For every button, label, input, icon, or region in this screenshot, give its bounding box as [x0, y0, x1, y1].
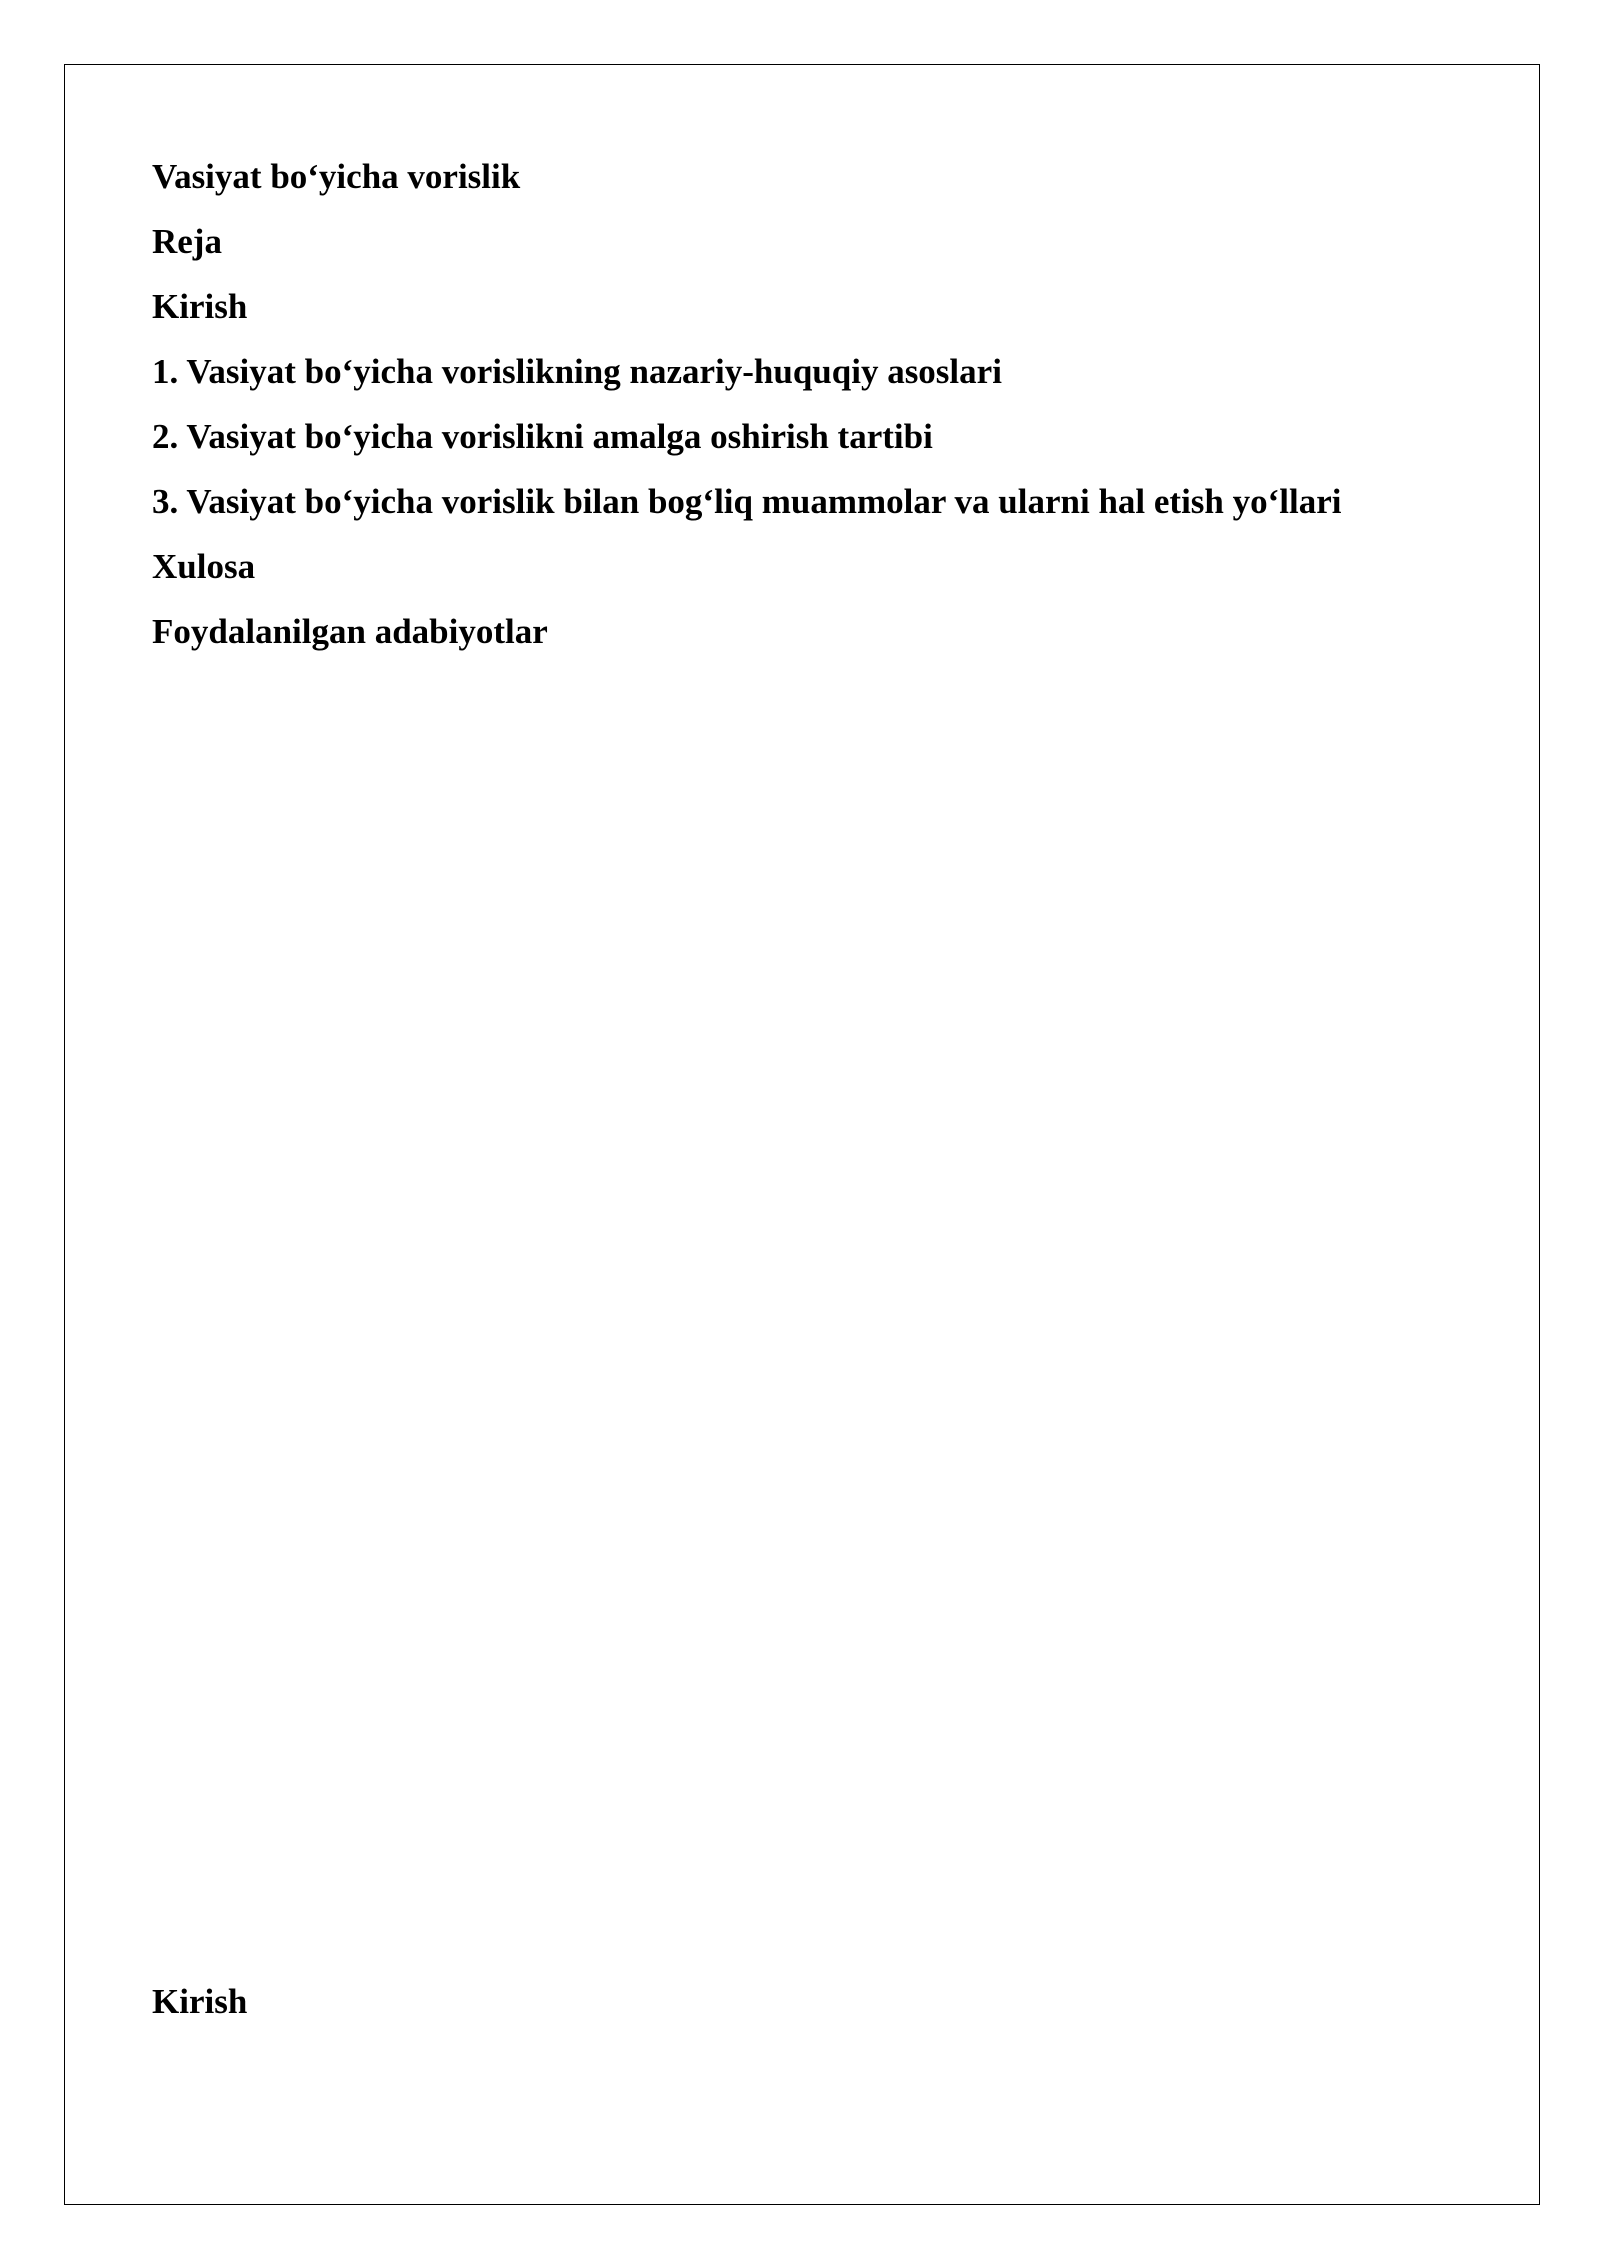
plan-heading: Reja	[152, 222, 222, 261]
section-heading: Kirish	[152, 1982, 248, 2021]
outline-item: Xulosa	[152, 547, 256, 586]
outline-item: 2. Vasiyat bo‘yicha vorislikni amalga oshirish tartibi	[152, 417, 933, 456]
outline-item: 3. Vasiyat bo‘yicha vorislik bilan bog‘liq muammolar va ularni hal etish yo‘llari	[152, 482, 1342, 521]
outline-item: Foydalanilgan adabiyotlar	[152, 612, 548, 651]
document-title: Vasiyat bo‘yicha vorislik	[152, 157, 521, 196]
outline-item: 1. Vasiyat bo‘yicha vorislikning nazariy-huquqiy asoslari	[152, 352, 1002, 391]
outline-item: Kirish	[152, 287, 248, 326]
